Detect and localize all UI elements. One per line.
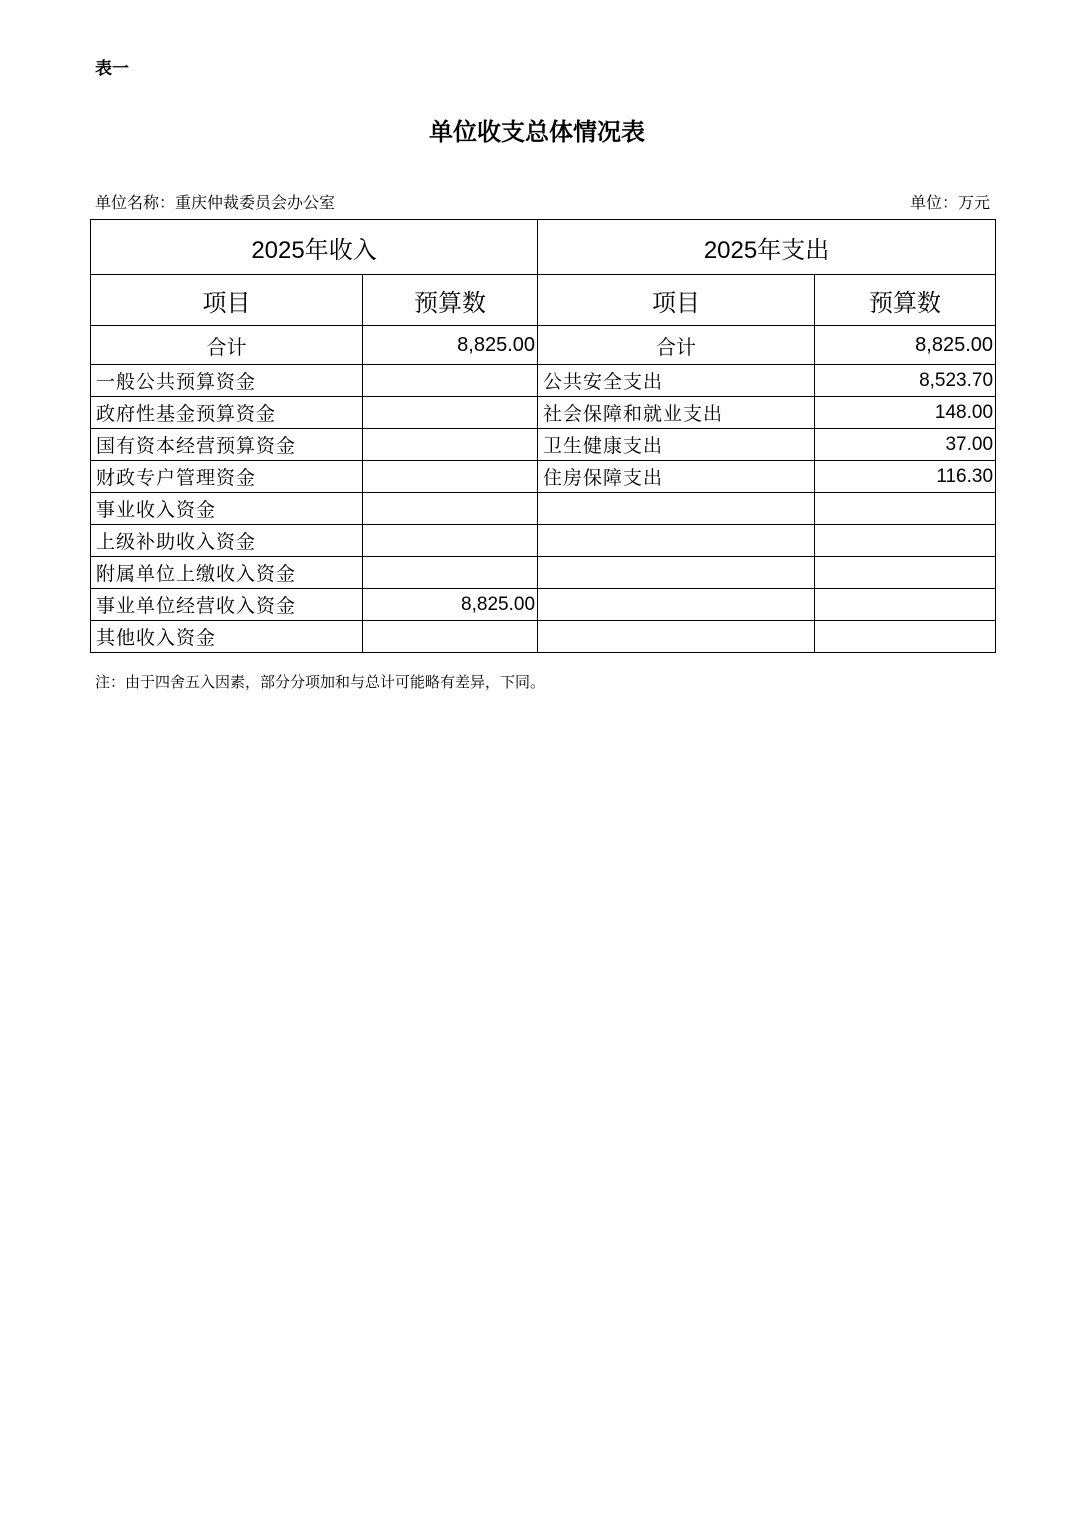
expense-item: 社会保障和就业支出 (538, 397, 815, 429)
expense-total-value: 8,825.00 (815, 326, 996, 365)
income-item: 一般公共预算资金 (91, 365, 363, 397)
income-item-header: 项目 (91, 275, 363, 326)
table-row (91, 429, 996, 461)
expense-value: 37.00 (815, 429, 996, 461)
income-total-label: 合计 (91, 326, 363, 365)
expense-item: 住房保障支出 (538, 461, 815, 493)
table-row (91, 461, 996, 493)
expense-value (815, 589, 996, 621)
income-value (363, 493, 538, 525)
income-item: 附属单位上缴收入资金 (91, 557, 363, 589)
expense-item (538, 525, 815, 557)
total-row (91, 326, 996, 365)
income-value (363, 621, 538, 653)
section-header-row (91, 220, 996, 275)
currency-unit: 单位：万元 (909, 193, 990, 212)
income-value (363, 557, 538, 589)
expense-item-header: 项目 (538, 275, 815, 326)
table-row (91, 525, 996, 557)
expense-budget-header: 预算数 (815, 275, 996, 326)
expense-section-header: 2025年支出 (538, 220, 996, 275)
expense-item (538, 621, 815, 653)
expense-item (538, 557, 815, 589)
income-item: 国有资本经营预算资金 (91, 429, 363, 461)
income-value (363, 525, 538, 557)
expense-value (815, 621, 996, 653)
page-title: 单位收支总体情况表 (429, 117, 645, 146)
table-row (91, 557, 996, 589)
expense-item: 卫生健康支出 (538, 429, 815, 461)
budget-summary-table (90, 219, 996, 653)
income-total-value: 8,825.00 (363, 326, 538, 365)
table-row (91, 493, 996, 525)
expense-item (538, 589, 815, 621)
expense-value: 8,523.70 (815, 365, 996, 397)
expense-value (815, 557, 996, 589)
table-number-label: 表一 (95, 59, 129, 79)
expense-item: 公共安全支出 (538, 365, 815, 397)
income-item: 上级补助收入资金 (91, 525, 363, 557)
table-row (91, 589, 996, 621)
income-item: 财政专户管理资金 (91, 461, 363, 493)
expense-value: 148.00 (815, 397, 996, 429)
income-item: 政府性基金预算资金 (91, 397, 363, 429)
income-item: 其他收入资金 (91, 621, 363, 653)
table-row (91, 365, 996, 397)
income-value (363, 365, 538, 397)
expense-total-label: 合计 (538, 326, 815, 365)
footnote: 注：由于四舍五入因素，部分分项加和与总计可能略有差异，下同。 (95, 673, 546, 691)
unit-name: 单位名称：重庆仲裁委员会办公室 (95, 193, 336, 212)
income-item: 事业收入资金 (91, 493, 363, 525)
expense-value (815, 525, 996, 557)
expense-item (538, 493, 815, 525)
income-item: 事业单位经营收入资金 (91, 589, 363, 621)
income-budget-header: 预算数 (363, 275, 538, 326)
income-value (363, 397, 538, 429)
income-value (363, 429, 538, 461)
income-value: 8,825.00 (363, 589, 538, 621)
table-row (91, 397, 996, 429)
income-section-header: 2025年收入 (91, 220, 538, 275)
income-value (363, 461, 538, 493)
expense-value (815, 493, 996, 525)
table-row (91, 621, 996, 653)
column-header-row (91, 275, 996, 326)
expense-value: 116.30 (815, 461, 996, 493)
